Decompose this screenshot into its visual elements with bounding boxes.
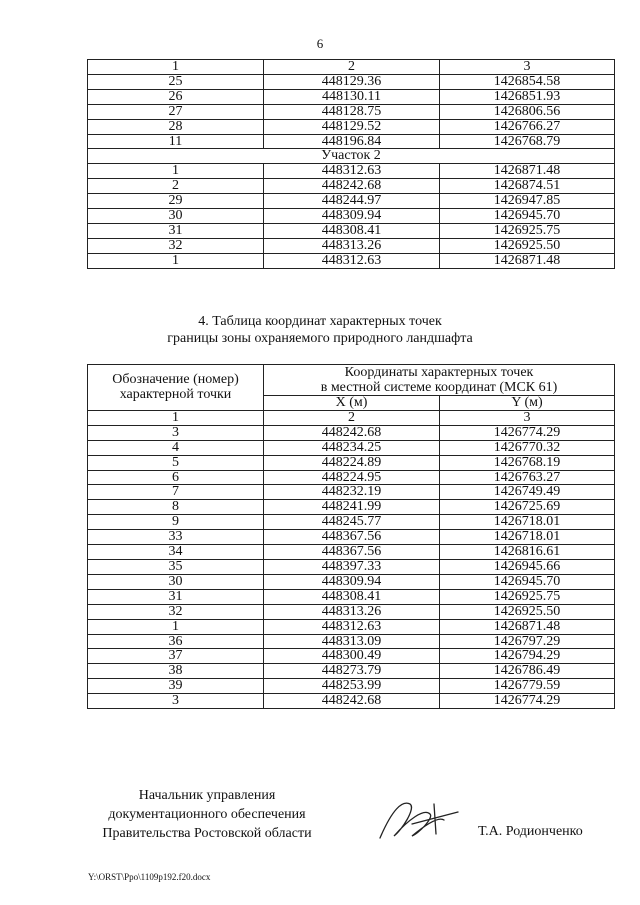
x-coordinate-cell: 448129.36 (264, 74, 440, 89)
x-coordinate-cell: 448308.41 (264, 223, 440, 238)
x-coordinate-cell: 2 (264, 410, 440, 425)
y-coordinate-cell: 1426797.29 (440, 634, 615, 649)
x-coordinate-cell: 448128.75 (264, 104, 440, 119)
y-coordinate-cell: 1426774.29 (440, 694, 615, 709)
x-coordinate-cell: 448273.79 (264, 664, 440, 679)
table-row (88, 559, 615, 574)
table-row (88, 664, 615, 679)
table-row (88, 119, 615, 134)
point-designation-header-line1: Обозначение (номер) (112, 372, 239, 388)
section-label-row (88, 149, 615, 164)
table-row (88, 179, 615, 194)
table-row (88, 425, 615, 440)
y-coordinate-cell: 1426851.93 (440, 89, 615, 104)
y-coordinate-cell: 1426779.59 (440, 679, 615, 694)
point-number-cell: 27 (88, 104, 264, 119)
x-coordinate-cell: 448397.33 (264, 559, 440, 574)
x-coordinate-cell: 448244.97 (264, 194, 440, 209)
signatory-name: Т.А. Родионченко (478, 824, 583, 839)
coordinates-header-line1: Координаты характерных точек (344, 365, 534, 380)
x-coordinate-cell: 448224.89 (264, 455, 440, 470)
y-column-header: Y (м) (440, 396, 615, 411)
table-row (88, 515, 615, 530)
point-number-cell: 30 (88, 209, 264, 224)
x-coordinate-cell: 448241.99 (264, 500, 440, 515)
x-coordinate-cell: 448129.52 (264, 119, 440, 134)
section-title-line1: 4. Таблица координат характерных точек (198, 314, 442, 329)
table-row (88, 134, 615, 149)
point-designation-header-line2: характерной точки (119, 387, 232, 403)
y-coordinate-cell: 1426945.70 (440, 574, 615, 589)
x-coordinate-cell: 448367.56 (264, 530, 440, 545)
y-coordinate-cell: 1426871.48 (440, 164, 615, 179)
x-coordinate-cell: 448313.26 (264, 604, 440, 619)
x-coordinate-cell: 448309.94 (264, 574, 440, 589)
section-title-line2: границы зоны охраняемого природного ландшафта (167, 330, 473, 346)
y-coordinate-cell: 1426925.50 (440, 604, 615, 619)
signatory-title-line1: Начальник управления (138, 788, 276, 803)
table-row (88, 223, 615, 238)
x-coordinate-cell: 448300.49 (264, 649, 440, 664)
x-coordinate-cell: 448313.26 (264, 238, 440, 253)
table-row (88, 455, 615, 470)
table-header-row (88, 365, 615, 396)
x-coordinate-cell: 448242.68 (264, 425, 440, 440)
table-row (88, 104, 615, 119)
table-row (88, 470, 615, 485)
point-number-cell: 33 (88, 530, 264, 545)
y-coordinate-cell: 1426774.29 (440, 425, 615, 440)
x-coordinate-cell: 448234.25 (264, 440, 440, 455)
x-coordinate-cell: 448232.19 (264, 485, 440, 500)
point-number-cell: 11 (88, 134, 264, 149)
point-number-cell: 39 (88, 679, 264, 694)
y-coordinate-cell: 1426768.79 (440, 134, 615, 149)
point-number-cell: 7 (88, 485, 264, 500)
point-number-cell: 3 (88, 694, 264, 709)
y-coordinate-cell: 1426871.48 (440, 619, 615, 634)
table-row (88, 485, 615, 500)
point-number-cell: 31 (88, 589, 264, 604)
point-number-cell: 1 (88, 60, 264, 75)
point-number-cell: 28 (88, 119, 264, 134)
point-number-cell: 30 (88, 574, 264, 589)
page-number: 6 (316, 36, 324, 51)
y-coordinate-cell: 1426786.49 (440, 664, 615, 679)
x-coordinate-cell: 448367.56 (264, 545, 440, 560)
y-coordinate-cell: 1426725.69 (440, 500, 615, 515)
landscape-zone-coordinates-table (87, 364, 615, 709)
section-label: Участок 2 (88, 149, 615, 164)
point-designation-header (88, 365, 264, 411)
y-coordinate-cell: 1426749.49 (440, 485, 615, 500)
handwritten-signature (372, 790, 462, 850)
point-number-cell: 3 (88, 425, 264, 440)
table-row (88, 238, 615, 253)
point-number-cell: 32 (88, 604, 264, 619)
table-row (88, 545, 615, 560)
y-coordinate-cell: 1426766.27 (440, 119, 615, 134)
point-number-cell: 29 (88, 194, 264, 209)
table-row (88, 634, 615, 649)
y-coordinate-cell: 1426718.01 (440, 530, 615, 545)
y-coordinate-cell: 3 (440, 60, 615, 75)
point-number-cell: 1 (88, 164, 264, 179)
coordinates-header-line2: в местной системе координат (МСК 61) (320, 380, 558, 395)
y-coordinate-cell: 1426871.48 (440, 253, 615, 268)
y-coordinate-cell: 3 (440, 410, 615, 425)
y-coordinate-cell: 1426925.50 (440, 238, 615, 253)
coordinates-header (264, 365, 615, 396)
y-coordinate-cell: 1426854.58 (440, 74, 615, 89)
x-coordinate-cell: 448196.84 (264, 134, 440, 149)
y-coordinate-cell: 1426763.27 (440, 470, 615, 485)
column-number-row (88, 410, 615, 425)
x-coordinate-cell: 448312.63 (264, 253, 440, 268)
table-row (88, 500, 615, 515)
coordinates-table-continued (87, 59, 615, 269)
point-number-cell: 25 (88, 74, 264, 89)
file-path: Y:\ORST\Ppo\1109p192.f20.docx (88, 872, 211, 882)
x-coordinate-cell: 448224.95 (264, 470, 440, 485)
y-coordinate-cell: 1426816.61 (440, 545, 615, 560)
table-row (88, 89, 615, 104)
y-coordinate-cell: 1426794.29 (440, 649, 615, 664)
y-coordinate-cell: 1426925.75 (440, 589, 615, 604)
table-row (88, 574, 615, 589)
y-coordinate-cell: 1426718.01 (440, 515, 615, 530)
y-coordinate-cell: 1426806.56 (440, 104, 615, 119)
table-row (88, 530, 615, 545)
signatory-title (88, 786, 326, 843)
table-row (88, 694, 615, 709)
point-number-cell: 5 (88, 455, 264, 470)
x-coordinate-cell: 2 (264, 60, 440, 75)
table-row (88, 164, 615, 179)
table-row (88, 440, 615, 455)
point-number-cell: 6 (88, 470, 264, 485)
x-column-header: X (м) (264, 396, 440, 411)
point-number-cell: 35 (88, 559, 264, 574)
y-coordinate-cell: 1426925.75 (440, 223, 615, 238)
point-number-cell: 4 (88, 440, 264, 455)
x-coordinate-cell: 448242.68 (264, 179, 440, 194)
table-row (88, 604, 615, 619)
point-number-cell: 32 (88, 238, 264, 253)
y-coordinate-cell: 1426768.19 (440, 455, 615, 470)
table-row (88, 589, 615, 604)
point-number-cell: 31 (88, 223, 264, 238)
y-coordinate-cell: 1426947.85 (440, 194, 615, 209)
x-coordinate-cell: 448130.11 (264, 89, 440, 104)
x-coordinate-cell: 448313.09 (264, 634, 440, 649)
point-number-cell: 34 (88, 545, 264, 560)
signatory-title-line2: документационного обеспечения (108, 807, 306, 822)
point-number-cell: 36 (88, 634, 264, 649)
x-coordinate-cell: 448312.63 (264, 164, 440, 179)
point-number-cell: 26 (88, 89, 264, 104)
table-row (88, 74, 615, 89)
point-number-cell: 2 (88, 179, 264, 194)
point-number-cell: 8 (88, 500, 264, 515)
y-coordinate-cell: 1426770.32 (440, 440, 615, 455)
section-title (0, 314, 640, 347)
point-number-cell: 37 (88, 649, 264, 664)
point-number-cell: 1 (88, 619, 264, 634)
x-coordinate-cell: 448308.41 (264, 589, 440, 604)
table-row (88, 209, 615, 224)
table-row (88, 194, 615, 209)
x-coordinate-cell: 448242.68 (264, 694, 440, 709)
point-number-cell: 1 (88, 410, 264, 425)
x-coordinate-cell: 448312.63 (264, 619, 440, 634)
table-row (88, 619, 615, 634)
x-coordinate-cell: 448245.77 (264, 515, 440, 530)
x-coordinate-cell: 448309.94 (264, 209, 440, 224)
point-number-cell: 38 (88, 664, 264, 679)
x-coordinate-cell: 448253.99 (264, 679, 440, 694)
point-number-cell: 1 (88, 253, 264, 268)
y-coordinate-cell: 1426945.70 (440, 209, 615, 224)
signatory-title-line3: Правительства Ростовской области (102, 826, 312, 841)
table-row (88, 679, 615, 694)
column-number-row (88, 60, 615, 75)
table-row (88, 649, 615, 664)
y-coordinate-cell: 1426874.51 (440, 179, 615, 194)
table-row (88, 253, 615, 268)
y-coordinate-cell: 1426945.66 (440, 559, 615, 574)
point-number-cell: 9 (88, 515, 264, 530)
